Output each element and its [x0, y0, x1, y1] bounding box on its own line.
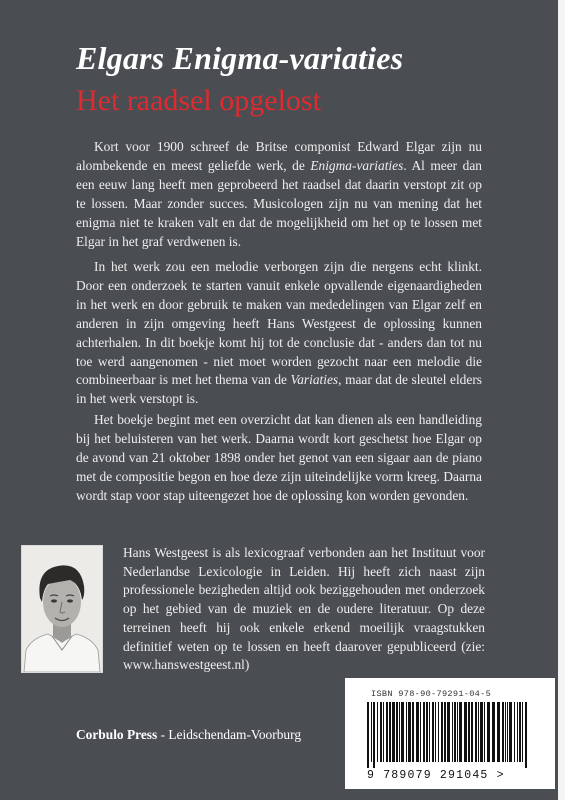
barcode-bar — [416, 702, 419, 762]
blurb-p2-emphasis: Variaties — [290, 372, 339, 388]
barcode-bar — [478, 702, 479, 762]
barcode-bar — [452, 702, 453, 762]
barcode-bar — [383, 702, 384, 762]
barcode-bar — [475, 702, 477, 762]
barcode-bar — [435, 702, 436, 762]
barcode-bar — [487, 702, 490, 762]
barcode-bar — [432, 702, 434, 762]
blurb-p2-text-b: , maar dat de sleutel elders in het werk verstopt is. — [76, 372, 482, 407]
publisher-location: - Leidschendam-Voorburg — [157, 727, 302, 742]
barcode-bar — [468, 702, 470, 762]
book-title: Elgars Enigma-variaties — [76, 40, 404, 76]
barcode-bar — [423, 702, 425, 762]
barcode-bar — [517, 702, 518, 762]
barcode-bar — [492, 702, 495, 762]
publisher-name: Corbulo Press — [76, 727, 158, 742]
barcode-bar — [377, 702, 378, 762]
barcode-bar — [386, 702, 388, 762]
barcode-label — [345, 678, 555, 789]
barcode-bar — [454, 702, 456, 762]
publisher-line — [76, 727, 301, 743]
barcode-bar — [371, 702, 372, 762]
blurb-paragraph-3 — [76, 411, 482, 506]
barcode-bar — [396, 702, 398, 762]
barcode-bar — [399, 702, 400, 762]
blurb-p2-text-a: In het werk zou een melodie verborgen zijn die nergens echt klinkt. Door een onderzoek te starten vanuit enkele opvallende eigenaardigheden in het werk en door gebruik te maken van mededelingen van Elgar zelf en anderen in zijn omgeving heeft Hans Westgeest de oplossing kunnen achterhalen. In dit boekje komt hij tot de conclusie dat - anders dan tot nu toe werd aangenomen - niet moet worden gezocht naar een melodie die combineerbaar is met het thema van de — [76, 259, 482, 388]
barcode-bars — [367, 702, 533, 768]
author-portrait-image — [22, 546, 102, 672]
book-subtitle: Het raadsel opgelost — [76, 84, 321, 117]
barcode-bar — [401, 702, 404, 762]
barcode-bar — [367, 702, 369, 768]
barcode-bar — [447, 702, 450, 762]
barcode-bar — [471, 702, 473, 762]
blurb-paragraph-2 — [76, 258, 482, 409]
barcode-bar — [505, 702, 506, 762]
barcode-bar — [522, 702, 523, 762]
barcode-bar — [438, 702, 439, 762]
barcode-bar — [459, 702, 462, 762]
barcode-bar — [373, 702, 375, 768]
blurb-paragraph-1 — [76, 138, 482, 251]
ean-digits: 9 789079 291045 > — [367, 769, 505, 782]
blurb-p3-text: Het boekje begint met een overzicht dat kan dienen als een handleiding bij het beluisteren van het werk. Daarna wordt kort geschetst hoe Elgar op de avond van 21 oktober 1898 onder het genot van een sigaar aan de piano met de compositie begon en hoe deze zijn uiteindelijke vorm kreeg. Daarna wordt stap voor stap uiteengezet hoe de oplossing kon worden gevonden. — [76, 412, 482, 503]
barcode-bar — [406, 702, 407, 762]
barcode-bar — [507, 702, 508, 762]
blurb-p1-text-a: Kort voor 1900 schreef de Britse componist Edward Elgar zijn nu alombekende en meest geliefde werk, de — [76, 139, 482, 173]
author-bio: Hans Westgeest is als lexicograaf verbonden aan het Instituut voor Nederlandse Lexicologie in Leiden. Hij heeft zich naast zijn professionele bezigheden altijd ook beziggehouden met onderzoek op het gebied van de muziek en de oudere literatuur. Op deze terreinen heeft hij ook enkele erkend moeilijk vraagstukken definitief weten op te lossen en heeft daarover gepubliceerd (zie: www.hanswestgeest.nl) — [123, 545, 485, 673]
barcode-bar — [412, 702, 414, 762]
barcode-bar — [441, 702, 443, 762]
barcode-bar — [426, 702, 428, 762]
barcode-bar — [380, 702, 382, 762]
barcode-bar — [509, 702, 512, 762]
barcode-bar — [497, 702, 500, 762]
barcode-bar — [519, 702, 521, 762]
isbn-text: ISBN 978-90-79291-04-5 — [371, 689, 492, 699]
blurb-p1-emphasis: Enigma-variaties — [310, 157, 404, 173]
barcode-bar — [525, 702, 527, 768]
barcode-bar — [502, 702, 504, 762]
barcode-bar — [389, 702, 391, 762]
barcode-bar — [392, 702, 395, 762]
barcode-bar — [429, 702, 430, 762]
barcode-bar — [514, 702, 515, 762]
barcode-bar — [408, 702, 411, 762]
page-edge — [558, 0, 565, 800]
blurb-p1-text-b: . Al meer dan een eeuw lang heeft men geprobeerd het raadsel dat daarin verstopt zit op te lossen. Maar zonder succes. Musicologen zijn nu van mening dat het enigma niet te kraken valt en dat de mogelijkheid om het op te lossen met Elgar in het graf verdwenen is. — [76, 157, 482, 249]
barcode-bar — [484, 702, 485, 762]
barcode-bar — [444, 702, 446, 762]
barcode-bar — [480, 702, 483, 762]
author-photo — [22, 546, 102, 672]
barcode-bar — [420, 702, 421, 762]
barcode-bar — [464, 702, 467, 762]
barcode-bar — [457, 702, 458, 762]
